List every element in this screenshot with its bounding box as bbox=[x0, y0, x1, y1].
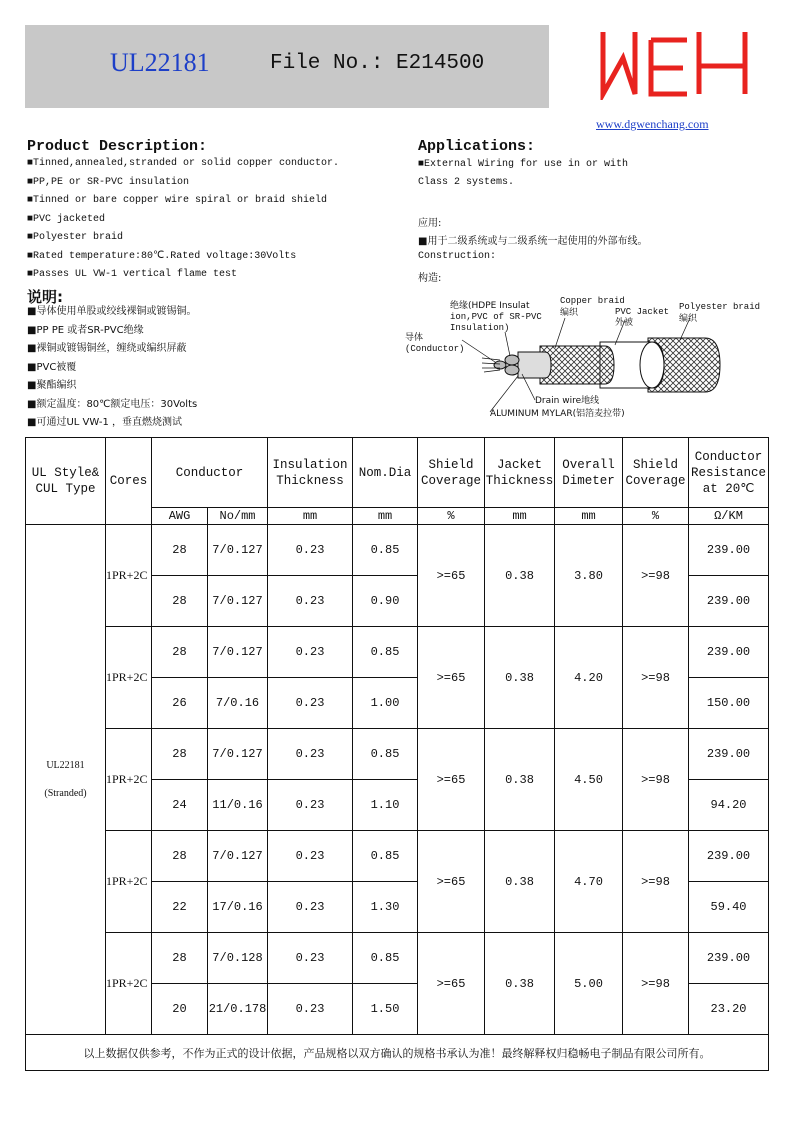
ul-style-value: UL22181 bbox=[46, 759, 85, 771]
pvc-jacket-label: PVC Jacket bbox=[615, 307, 670, 317]
nom-dia-cell: 0.85 bbox=[353, 729, 418, 780]
no-mm-cell: 7/0.127 bbox=[208, 627, 268, 678]
cores-cell: 1PR+2C bbox=[106, 831, 152, 933]
description-cn-title: 说明: bbox=[27, 288, 63, 306]
shield-coverage-2-cell: >=98 bbox=[623, 933, 689, 1035]
awg-cell: 28 bbox=[152, 729, 208, 780]
table-row bbox=[26, 525, 769, 576]
shield-coverage-cell: >=65 bbox=[418, 831, 485, 933]
unit-awg: AWG bbox=[152, 508, 208, 525]
header-nom-dia: Nom.Dia bbox=[353, 438, 418, 508]
product-description-title: Product Description: bbox=[27, 138, 208, 155]
insulation-cell: 0.23 bbox=[268, 627, 353, 678]
applications-title: Applications: bbox=[418, 138, 536, 155]
jacket-thickness-cell: 0.38 bbox=[485, 627, 555, 729]
resistance-cell: 59.40 bbox=[689, 882, 769, 933]
cores-cell: 1PR+2C bbox=[106, 933, 152, 1035]
pvc-jacket-label-cn: 外被 bbox=[615, 318, 634, 328]
applications-line-2: Class 2 systems. bbox=[418, 177, 515, 188]
resistance-cell: 239.00 bbox=[689, 627, 769, 678]
polyester-braid-label: Polyester braid bbox=[679, 302, 761, 312]
jacket-thickness-cell: 0.38 bbox=[485, 525, 555, 627]
nom-dia-cell: 0.85 bbox=[353, 831, 418, 882]
header-resistance: Conductor Resistance at 20℃ bbox=[689, 438, 769, 508]
no-mm-cell: 7/0.127 bbox=[208, 525, 268, 576]
insulation-label: 绝缘(HDPE Insulat bbox=[450, 301, 530, 311]
applications-cn-text: ■用于二级系统或与二级系统一起使用的外部布线。 bbox=[418, 236, 648, 247]
awg-cell: 28 bbox=[152, 933, 208, 984]
construction-label: Construction: bbox=[418, 251, 497, 262]
overall-dimeter-cell: 4.70 bbox=[555, 831, 623, 933]
header-shield-coverage-2: Shield Coverage bbox=[623, 438, 689, 508]
insulation-cell: 0.23 bbox=[268, 678, 353, 729]
no-mm-cell: 11/0.16 bbox=[208, 780, 268, 831]
company-logo bbox=[595, 28, 755, 100]
no-mm-cell: 7/0.127 bbox=[208, 729, 268, 780]
list-item: ■Rated temperature:80℃.Rated voltage:30Volts bbox=[27, 250, 297, 262]
shield-coverage-cell: >=65 bbox=[418, 933, 485, 1035]
shield-coverage-2-cell: >=98 bbox=[623, 831, 689, 933]
disclaimer-text: 以上数据仅供参考，不作为正式的设计依据，产品规格以双方确认的规格书承认为准！最终解释权归稳畅电子制品有限公司所有。 bbox=[26, 1035, 769, 1071]
inner-wires bbox=[494, 355, 519, 375]
awg-cell: 22 bbox=[152, 882, 208, 933]
conductor-label-2: (Conductor) bbox=[405, 344, 465, 354]
nom-dia-cell: 1.10 bbox=[353, 780, 418, 831]
list-item: ■Tinned,annealed,stranded or solid copper conductor. bbox=[27, 158, 340, 169]
list-item: ■Polyester braid bbox=[27, 232, 124, 243]
no-mm-cell: 21/0.178 bbox=[208, 984, 268, 1035]
header-insulation: Insulation Thickness bbox=[268, 438, 353, 508]
applications-line-1: ■External Wiring for use in or with bbox=[418, 159, 629, 170]
resistance-cell: 239.00 bbox=[689, 729, 769, 780]
insulation-cell: 0.23 bbox=[268, 831, 353, 882]
polyester-braid-label-cn: 编织 bbox=[679, 314, 698, 324]
resistance-cell: 239.00 bbox=[689, 933, 769, 984]
no-mm-cell: 7/0.127 bbox=[208, 831, 268, 882]
unit-resistance: Ω/KM bbox=[689, 508, 769, 525]
unit-jacket: mm bbox=[485, 508, 555, 525]
jacket-thickness-cell: 0.38 bbox=[485, 933, 555, 1035]
construction-cn-label: 构造: bbox=[418, 273, 442, 284]
nom-dia-cell: 1.50 bbox=[353, 984, 418, 1035]
list-item: ■可通过UL VW-1 ，垂直燃烧测试 bbox=[27, 417, 182, 428]
table-row bbox=[26, 831, 769, 882]
header-ul-style: UL Style& CUL Type bbox=[26, 438, 106, 525]
header-overall-dimeter: Overall Dimeter bbox=[555, 438, 623, 508]
awg-cell: 24 bbox=[152, 780, 208, 831]
insulation-label-3: Insulation) bbox=[450, 323, 510, 333]
insulation-cell: 0.23 bbox=[268, 882, 353, 933]
no-mm-cell: 7/0.16 bbox=[208, 678, 268, 729]
drain-wire-label: Drain wire地线 bbox=[535, 396, 600, 406]
shield-coverage-2-cell: >=98 bbox=[623, 525, 689, 627]
resistance-cell: 239.00 bbox=[689, 576, 769, 627]
stranded-value: (Stranded) bbox=[44, 787, 87, 799]
nom-dia-cell: 0.85 bbox=[353, 933, 418, 984]
insulation-cell: 0.23 bbox=[268, 576, 353, 627]
resistance-cell: 239.00 bbox=[689, 525, 769, 576]
list-item: ■PP PE 或者SR-PVC绝缘 bbox=[27, 324, 144, 336]
awg-cell: 20 bbox=[152, 984, 208, 1035]
specification-table bbox=[25, 437, 769, 1071]
jacket-thickness-cell: 0.38 bbox=[485, 729, 555, 831]
header-conductor: Conductor bbox=[152, 438, 268, 508]
cores-cell: 1PR+2C bbox=[106, 729, 152, 831]
cores-cell: 1PR+2C bbox=[106, 627, 152, 729]
file-number: File No.: E214500 bbox=[270, 52, 485, 75]
header-jacket-thickness: Jacket Thickness bbox=[485, 438, 555, 508]
awg-cell: 26 bbox=[152, 678, 208, 729]
applications-cn-label: 应用: bbox=[418, 218, 442, 229]
shield-coverage-2-cell: >=98 bbox=[623, 729, 689, 831]
resistance-cell: 94.20 bbox=[689, 780, 769, 831]
list-item: ■PVC jacketed bbox=[27, 213, 106, 225]
resistance-cell: 239.00 bbox=[689, 831, 769, 882]
list-item: ■聚酯编织 bbox=[27, 380, 77, 391]
insulation-cell: 0.23 bbox=[268, 933, 353, 984]
ul-style-cell bbox=[26, 525, 106, 1035]
no-mm-cell: 7/0.127 bbox=[208, 576, 268, 627]
copper-braid-label-cn: 编织 bbox=[560, 308, 579, 318]
unit-shield2: % bbox=[623, 508, 689, 525]
cable-construction-diagram bbox=[400, 290, 780, 430]
model-number: UL22181 bbox=[110, 48, 210, 77]
nom-dia-cell: 1.30 bbox=[353, 882, 418, 933]
company-url-link[interactable]: www.dgwenchang.com bbox=[596, 117, 709, 131]
no-mm-cell: 17/0.16 bbox=[208, 882, 268, 933]
product-description-list bbox=[27, 155, 339, 285]
unit-shield: % bbox=[418, 508, 485, 525]
list-item: ■裸铜或镀锡铜丝，缠绕或编织屏蔽 bbox=[27, 343, 187, 354]
copper-braid-label: Copper braid bbox=[560, 296, 625, 306]
overall-dimeter-cell: 3.80 bbox=[555, 525, 623, 627]
unit-overall: mm bbox=[555, 508, 623, 525]
conductor-label: 导体 bbox=[405, 333, 424, 343]
nom-dia-cell: 0.90 bbox=[353, 576, 418, 627]
aluminum-mylar-label: ALUMINUM MYLAR(铝箔麦拉带) bbox=[490, 409, 625, 419]
list-item: ■额定温度：80℃额定电压：30Volts bbox=[27, 398, 198, 410]
list-item: ■Tinned or bare copper wire spiral or braid shield bbox=[27, 195, 328, 206]
jacket-thickness-cell: 0.38 bbox=[485, 831, 555, 933]
insulation-cell: 0.23 bbox=[268, 729, 353, 780]
shield-coverage-cell: >=65 bbox=[418, 525, 485, 627]
nom-dia-cell: 0.85 bbox=[353, 627, 418, 678]
shield-coverage-cell: >=65 bbox=[418, 729, 485, 831]
shield-coverage-cell: >=65 bbox=[418, 627, 485, 729]
list-item: ■导体使用单股或绞线裸铜或镀锡铜。 bbox=[27, 306, 197, 317]
table-row bbox=[26, 627, 769, 678]
mylar-layer bbox=[518, 352, 551, 378]
awg-cell: 28 bbox=[152, 525, 208, 576]
insulation-label-2: ion,PVC of SR-PVC bbox=[450, 312, 542, 322]
insulation-cell: 0.23 bbox=[268, 984, 353, 1035]
unit-dia: mm bbox=[353, 508, 418, 525]
header-shield-coverage: Shield Coverage bbox=[418, 438, 485, 508]
no-mm-cell: 7/0.128 bbox=[208, 933, 268, 984]
table-row bbox=[26, 933, 769, 984]
insulation-cell: 0.23 bbox=[268, 525, 353, 576]
awg-cell: 28 bbox=[152, 576, 208, 627]
header-cores: Cores bbox=[106, 438, 152, 525]
overall-dimeter-cell: 4.20 bbox=[555, 627, 623, 729]
shield-coverage-2-cell: >=98 bbox=[623, 627, 689, 729]
cores-cell: 1PR+2C bbox=[106, 525, 152, 627]
unit-ins: mm bbox=[268, 508, 353, 525]
unit-no-mm: No/mm bbox=[208, 508, 268, 525]
overall-dimeter-cell: 4.50 bbox=[555, 729, 623, 831]
nom-dia-cell: 1.00 bbox=[353, 678, 418, 729]
table-footer-row bbox=[26, 1035, 769, 1071]
overall-dimeter-cell: 5.00 bbox=[555, 933, 623, 1035]
awg-cell: 28 bbox=[152, 627, 208, 678]
nom-dia-cell: 0.85 bbox=[353, 525, 418, 576]
resistance-cell: 23.20 bbox=[689, 984, 769, 1035]
list-item: ■Passes UL VW-1 vertical flame test bbox=[27, 269, 238, 280]
insulation-cell: 0.23 bbox=[268, 780, 353, 831]
resistance-cell: 150.00 bbox=[689, 678, 769, 729]
list-item: ■PP,PE or SR-PVC insulation bbox=[27, 176, 190, 188]
description-cn-list bbox=[27, 303, 197, 433]
table-row bbox=[26, 729, 769, 780]
awg-cell: 28 bbox=[152, 831, 208, 882]
list-item: ■PVC被覆 bbox=[27, 361, 77, 373]
